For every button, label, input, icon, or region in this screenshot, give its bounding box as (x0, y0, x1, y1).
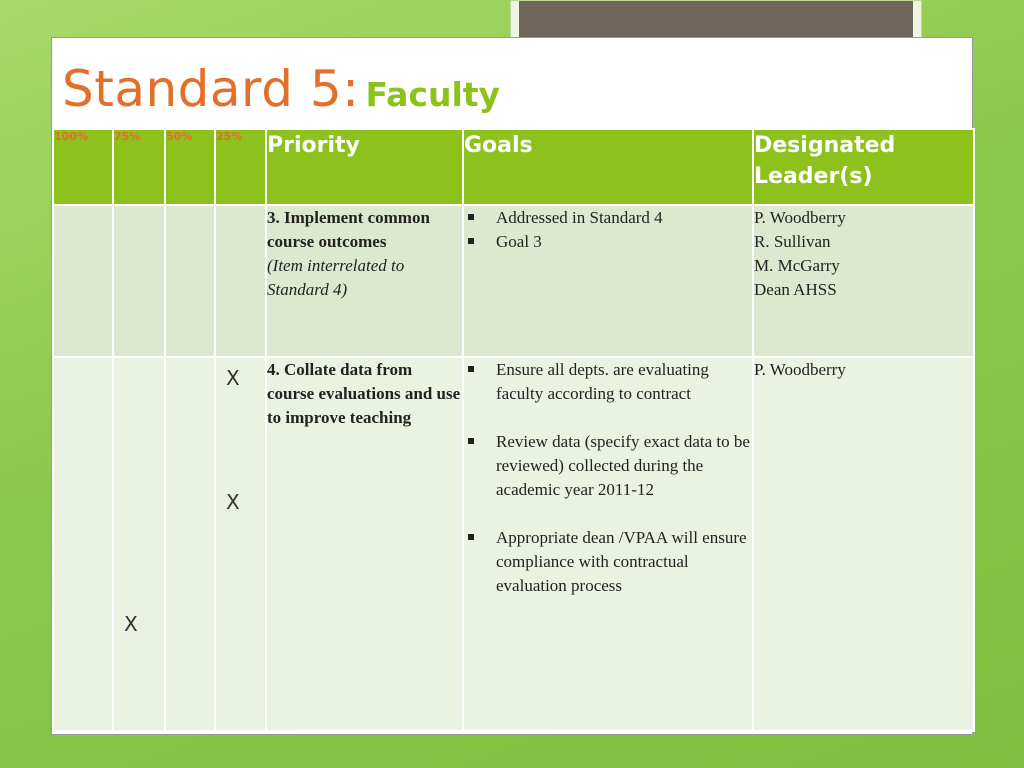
goal-item: Ensure all depts. are evaluating faculty according to contract (464, 358, 752, 406)
cell-100 (53, 205, 113, 357)
priority-title: 4. Collate data from course evaluations and use to improve teaching (267, 360, 461, 427)
table-row (53, 357, 974, 731)
cell-priority (266, 357, 463, 731)
cell-goals (463, 357, 753, 731)
cell-75 (113, 357, 165, 731)
leader-name: M. McGarry (754, 256, 840, 275)
leader-name: R. Sullivan (754, 232, 831, 251)
progress-mark: X (124, 612, 138, 636)
cell-75 (113, 205, 165, 357)
header-goals: Goals (463, 129, 753, 205)
cell-priority (266, 205, 463, 357)
leader-name: P. Woodberry (754, 208, 846, 227)
cell-50 (165, 205, 215, 357)
progress-mark: X (226, 366, 240, 390)
table-header-row (53, 129, 974, 205)
progress-mark: X (226, 490, 240, 514)
leader-name: P. Woodberry (754, 360, 846, 379)
goals-list (464, 358, 752, 598)
goal-item: Goal 3 (464, 230, 752, 254)
header-75-percent: 75% (113, 129, 165, 205)
goal-item: Appropriate dean /VPAA will ensure compliance with contractual evaluation process (464, 526, 752, 598)
header-100-percent: 100% (53, 129, 113, 205)
priority-note: (Item interrelated to Standard 4) (267, 256, 405, 299)
goal-item: Addressed in Standard 4 (464, 206, 752, 230)
header-25-percent: 25% (215, 129, 266, 205)
cell-leaders (753, 357, 974, 731)
header-priority: Priority (266, 129, 463, 205)
slide (51, 37, 973, 735)
cell-goals (463, 205, 753, 357)
title-main: Standard 5: (62, 60, 360, 118)
cell-100 (53, 357, 113, 731)
title-subtitle: Faculty (365, 75, 501, 114)
cell-leaders (753, 205, 974, 357)
cell-50 (165, 357, 215, 731)
cell-25 (215, 357, 266, 731)
priority-title: 3. Implement common course outcomes (267, 208, 430, 251)
header-50-percent: 50% (165, 129, 215, 205)
header-leaders: Designated Leader(s) (753, 129, 974, 205)
slide-title (62, 60, 500, 118)
standards-table (52, 128, 975, 732)
goal-item: Review data (specify exact data to be reviewed) collected during the academic year 2011-12 (464, 430, 752, 502)
table-row (53, 205, 974, 357)
goals-list (464, 206, 752, 254)
leader-name: Dean AHSS (754, 280, 837, 299)
cell-25 (215, 205, 266, 357)
